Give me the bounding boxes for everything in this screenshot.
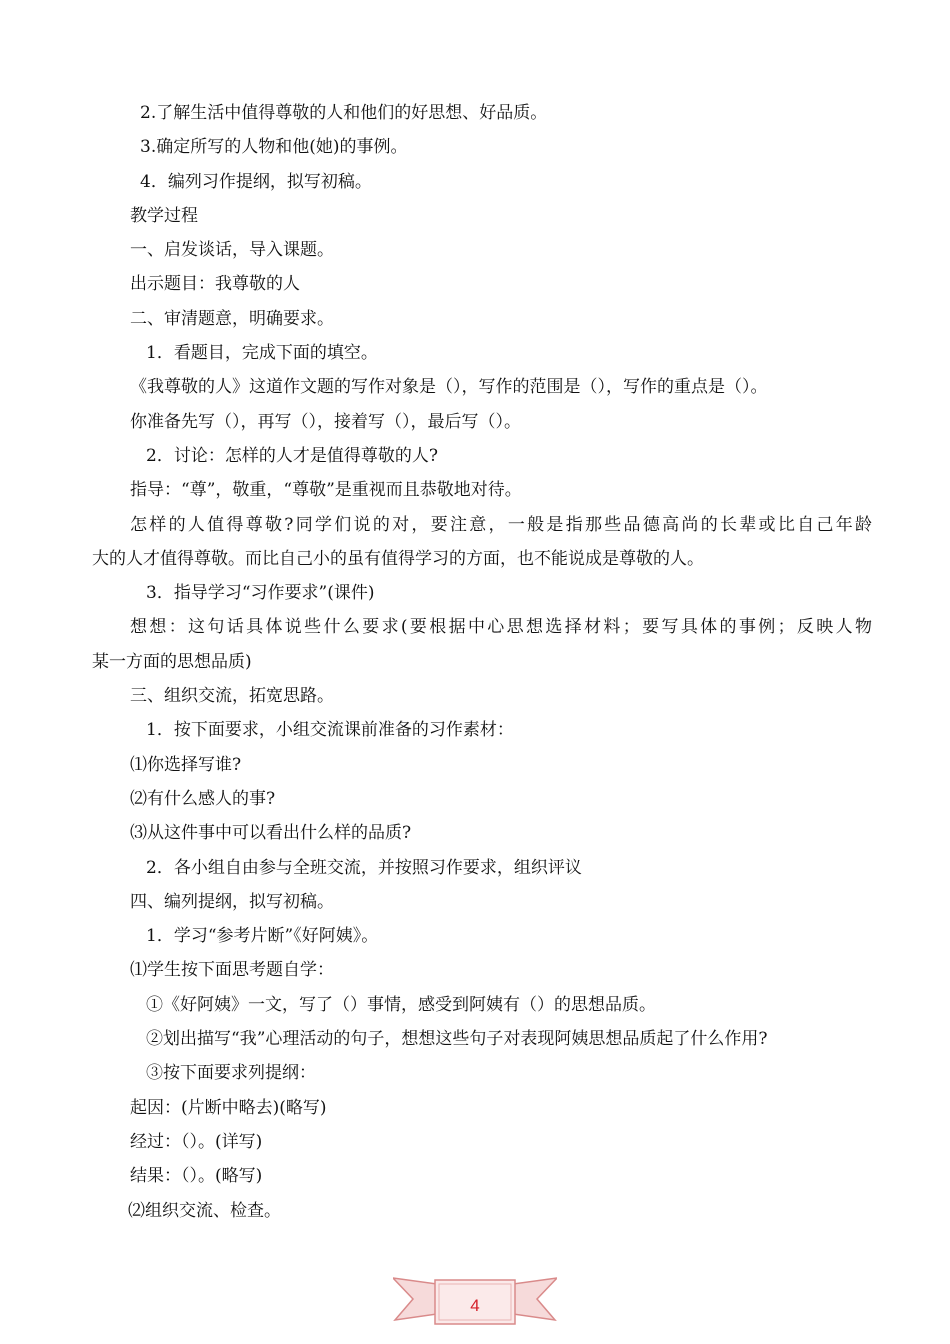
page-number-ribbon <box>393 1270 557 1328</box>
text-line: 1．按下面要求，小组交流课前准备的习作素材： <box>146 720 514 741</box>
text-line: 《我尊敬的人》这道作文题的写作对象是（），写作的范围是（），写作的重点是（）。 <box>130 377 768 398</box>
document-body <box>92 96 872 1228</box>
text-line: 2.了解生活中值得尊敬的人和他们的好思想、好品质。 <box>140 103 548 123</box>
text-line: 起因：(片断中略去)(略写) <box>130 1097 327 1118</box>
text-line: 教学过程 <box>130 205 198 226</box>
page-number: 4 <box>470 1296 480 1315</box>
text-line: 某一方面的思想品质) <box>92 651 252 672</box>
text-line: 经过：（）。(详写) <box>130 1131 263 1152</box>
text-line: ①《好阿姨》一文，写了（）事情，感受到阿姨有（）的思想品质。 <box>146 994 656 1015</box>
text-line: 1．看题目，完成下面的填空。 <box>146 343 378 364</box>
text-line: ⑴你选择写谁? <box>130 754 242 775</box>
text-line: 你准备先写（），再写（），接着写（），最后写（）。 <box>130 411 521 432</box>
text-line: ⑵有什么感人的事? <box>130 788 276 809</box>
text-line: 2．各小组自由参与全班交流，并按照习作要求，组织评议 <box>146 857 582 878</box>
text-line: 怎样的人值得尊敬?同学们说的对，要注意，一般是指那些品德高尚的长辈或比自己年龄 <box>130 514 872 535</box>
text-line: ②划出描写“我”心理活动的句子，想想这些句子对表现阿姨思想品质起了什么作用? <box>146 1029 768 1050</box>
text-line: ⑵组织交流、检查。 <box>128 1200 281 1221</box>
text-line: 三、组织交流，拓宽思路。 <box>130 686 334 707</box>
text-line: 指导：“尊”，敬重，“尊敬”是重视而且恭敬地对待。 <box>130 480 522 501</box>
text-line: 3．指导学习“习作要求”(课件) <box>146 583 375 604</box>
text-line: ⑶从这件事中可以看出什么样的品质? <box>130 823 412 844</box>
text-line: 想想：这句话具体说些什么要求(要根据中心思想选择材料；要写具体的事例；反映人物 <box>130 617 872 638</box>
text-line: ⑴学生按下面思考题自学： <box>130 960 334 981</box>
text-line: 3.确定所写的人物和他(她)的事例。 <box>140 137 408 158</box>
text-line: 2．讨论：怎样的人才是值得尊敬的人? <box>146 445 438 466</box>
text-line: 四、编列提纲，拟写初稿。 <box>130 891 334 912</box>
text-line: 一、启发谈话，导入课题。 <box>130 240 334 261</box>
text-line: 二、审清题意，明确要求。 <box>130 308 334 329</box>
text-line: ③按下面要求列提纲： <box>146 1063 316 1084</box>
text-line: 4．编列习作提纲，拟写初稿。 <box>140 171 372 192</box>
text-line: 结果：（）。(略写) <box>130 1166 263 1187</box>
text-line: 出示题目：我尊敬的人 <box>130 274 300 295</box>
text-line: 1．学习“参考片断”《好阿姨》。 <box>146 926 379 947</box>
text-line: 大的人才值得尊敬。而比自己小的虽有值得学习的方面，也不能说成是尊敬的人。 <box>92 548 704 569</box>
